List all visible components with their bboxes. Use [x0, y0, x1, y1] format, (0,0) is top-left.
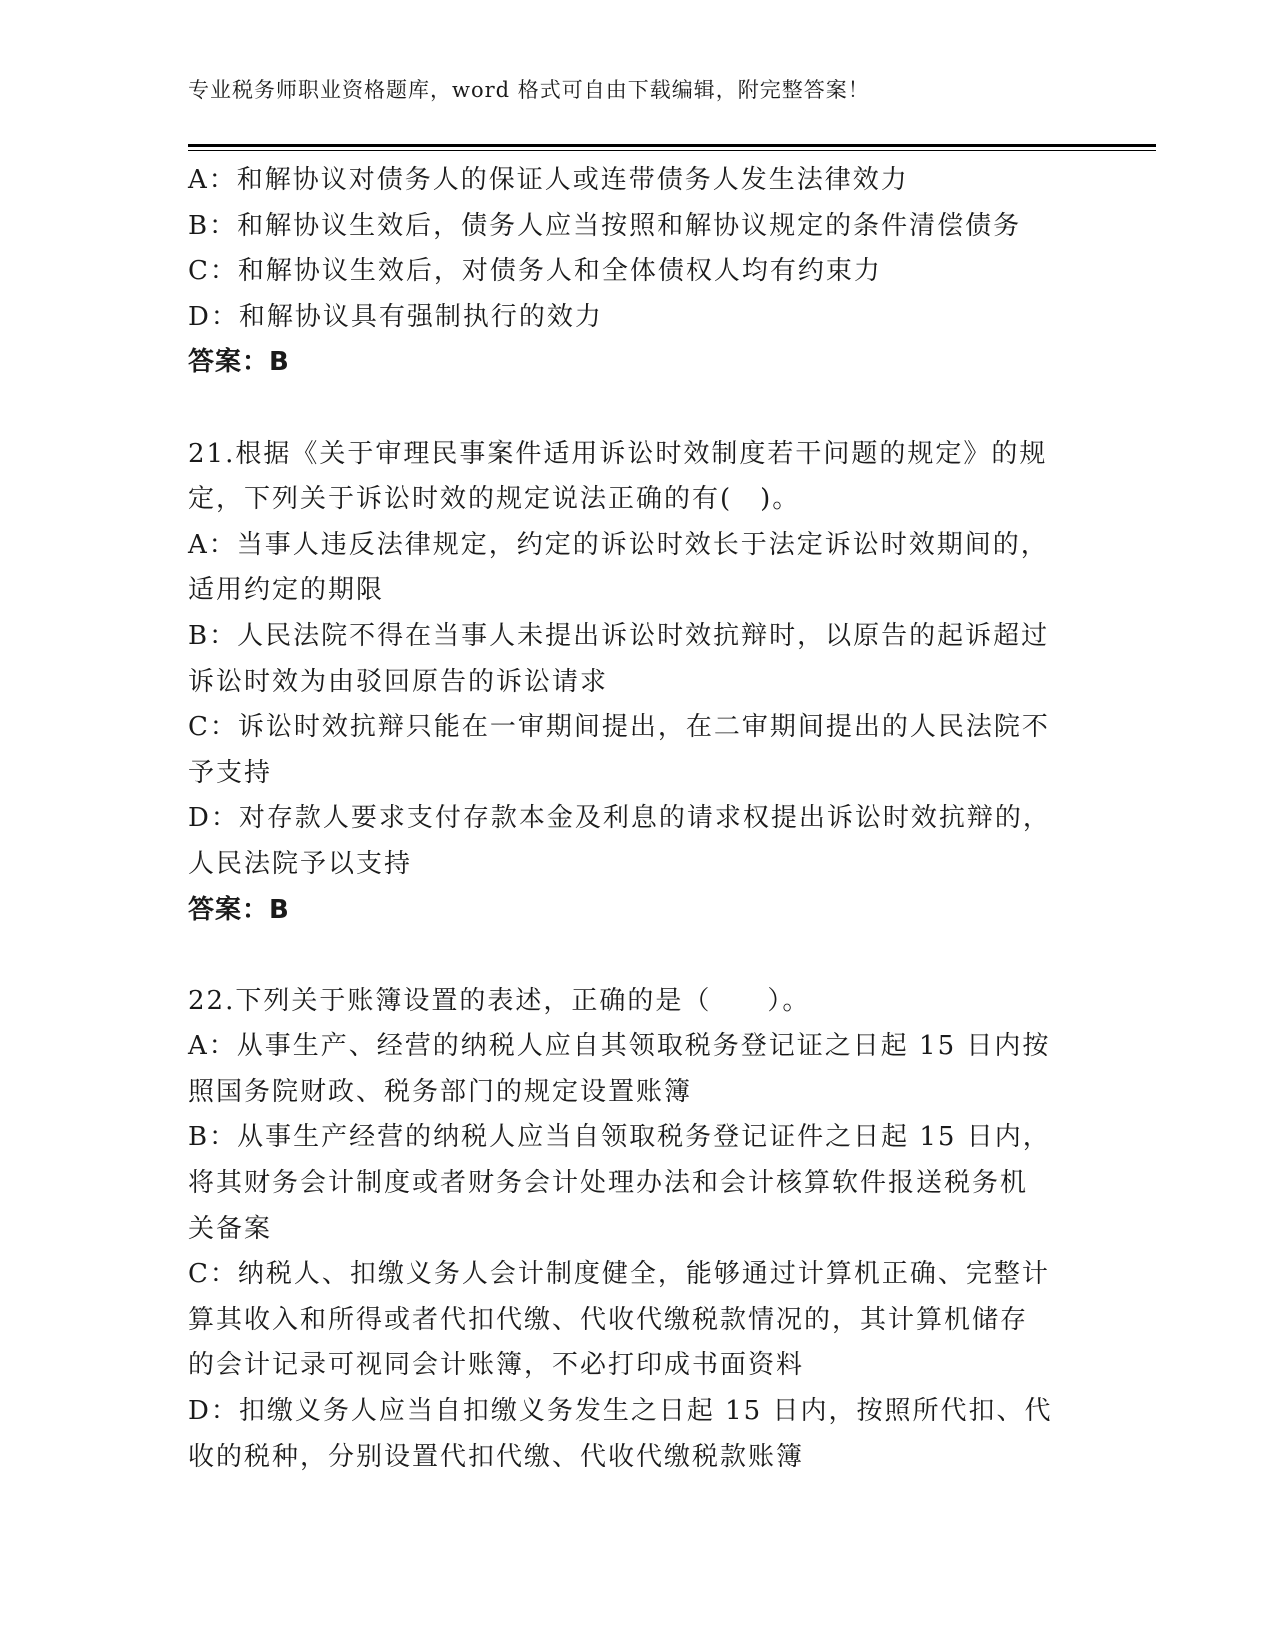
option-a: A：从事生产、经营的纳税人应自其领取税务登记证之日起 15 日内按 [188, 1031, 1051, 1062]
option-b: B：从事生产经营的纳税人应当自领取税务登记证件之日起 15 日内， [188, 1122, 1051, 1153]
option-c: C：诉讼时效抗辩只能在一审期间提出，在二审期间提出的人民法院不 [188, 712, 1050, 743]
option-c: 的会计记录可视同会计账簿，不必打印成书面资料 [188, 1350, 805, 1381]
spacer [188, 933, 1078, 979]
option-b: 将其财务会计制度或者财务会计处理办法和会计核算软件报送税务机 [188, 1168, 1029, 1199]
spacer [188, 386, 1078, 432]
option-d: D：和解协议具有强制执行的效力 [188, 301, 603, 332]
page-header: 专业税务师职业资格题库，word 格式可自由下载编辑，附完整答案！ [188, 78, 870, 102]
answer-label: 答案：B [188, 894, 290, 925]
option-b: B：和解协议生效后，债务人应当按照和解协议规定的条件清偿债务 [188, 210, 1022, 241]
document-body [188, 158, 1078, 1480]
option-b: 关备案 [188, 1213, 273, 1244]
option-a: A：当事人违反法律规定，约定的诉讼时效长于法定诉讼时效期间的， [188, 529, 1049, 560]
option-c: 算其收入和所得或者代扣代缴、代收代缴税款情况的，其计算机储存 [188, 1304, 1029, 1335]
header-rule-thick [188, 144, 1156, 147]
option-c: C：纳税人、扣缴义务人会计制度健全，能够通过计算机正确、完整计 [188, 1259, 1050, 1290]
option-d: 人民法院予以支持 [188, 848, 413, 879]
option-d: 收的税种，分别设置代扣代缴、代收代缴税款账簿 [188, 1441, 805, 1472]
question-stem: 定，下列关于诉讼时效的规定说法正确的有( )。 [188, 484, 801, 515]
question-stem: 21.根据《关于审理民事案件适用诉讼时效制度若干问题的规定》的规 [188, 438, 1048, 469]
option-a: 照国务院财政、税务部门的规定设置账簿 [188, 1076, 693, 1107]
question-21 [188, 432, 1078, 934]
option-b: B：人民法院不得在当事人未提出诉讼时效抗辩时，以原告的起诉超过 [188, 620, 1050, 651]
option-b: 诉讼时效为由驳回原告的诉讼请求 [188, 666, 609, 697]
option-c: 予支持 [188, 757, 273, 788]
option-c: C：和解协议生效后，对债务人和全体债权人均有约束力 [188, 256, 882, 287]
question-22 [188, 979, 1078, 1481]
option-d: D：对存款人要求支付存款本金及利息的请求权提出诉讼时效抗辩的， [188, 803, 1051, 834]
option-a: A：和解协议对债务人的保证人或连带债务人发生法律效力 [188, 165, 909, 195]
option-a: 适用约定的期限 [188, 575, 385, 606]
option-d: D：扣缴义务人应当自扣缴义务发生之日起 15 日内，按照所代扣、代 [188, 1396, 1053, 1427]
question-stem: 22.下列关于账簿设置的表述，正确的是（ ）。 [188, 985, 811, 1016]
header-rule-thin [188, 150, 1156, 151]
prev-question [188, 158, 1078, 386]
answer-label: 答案：B [188, 347, 290, 378]
